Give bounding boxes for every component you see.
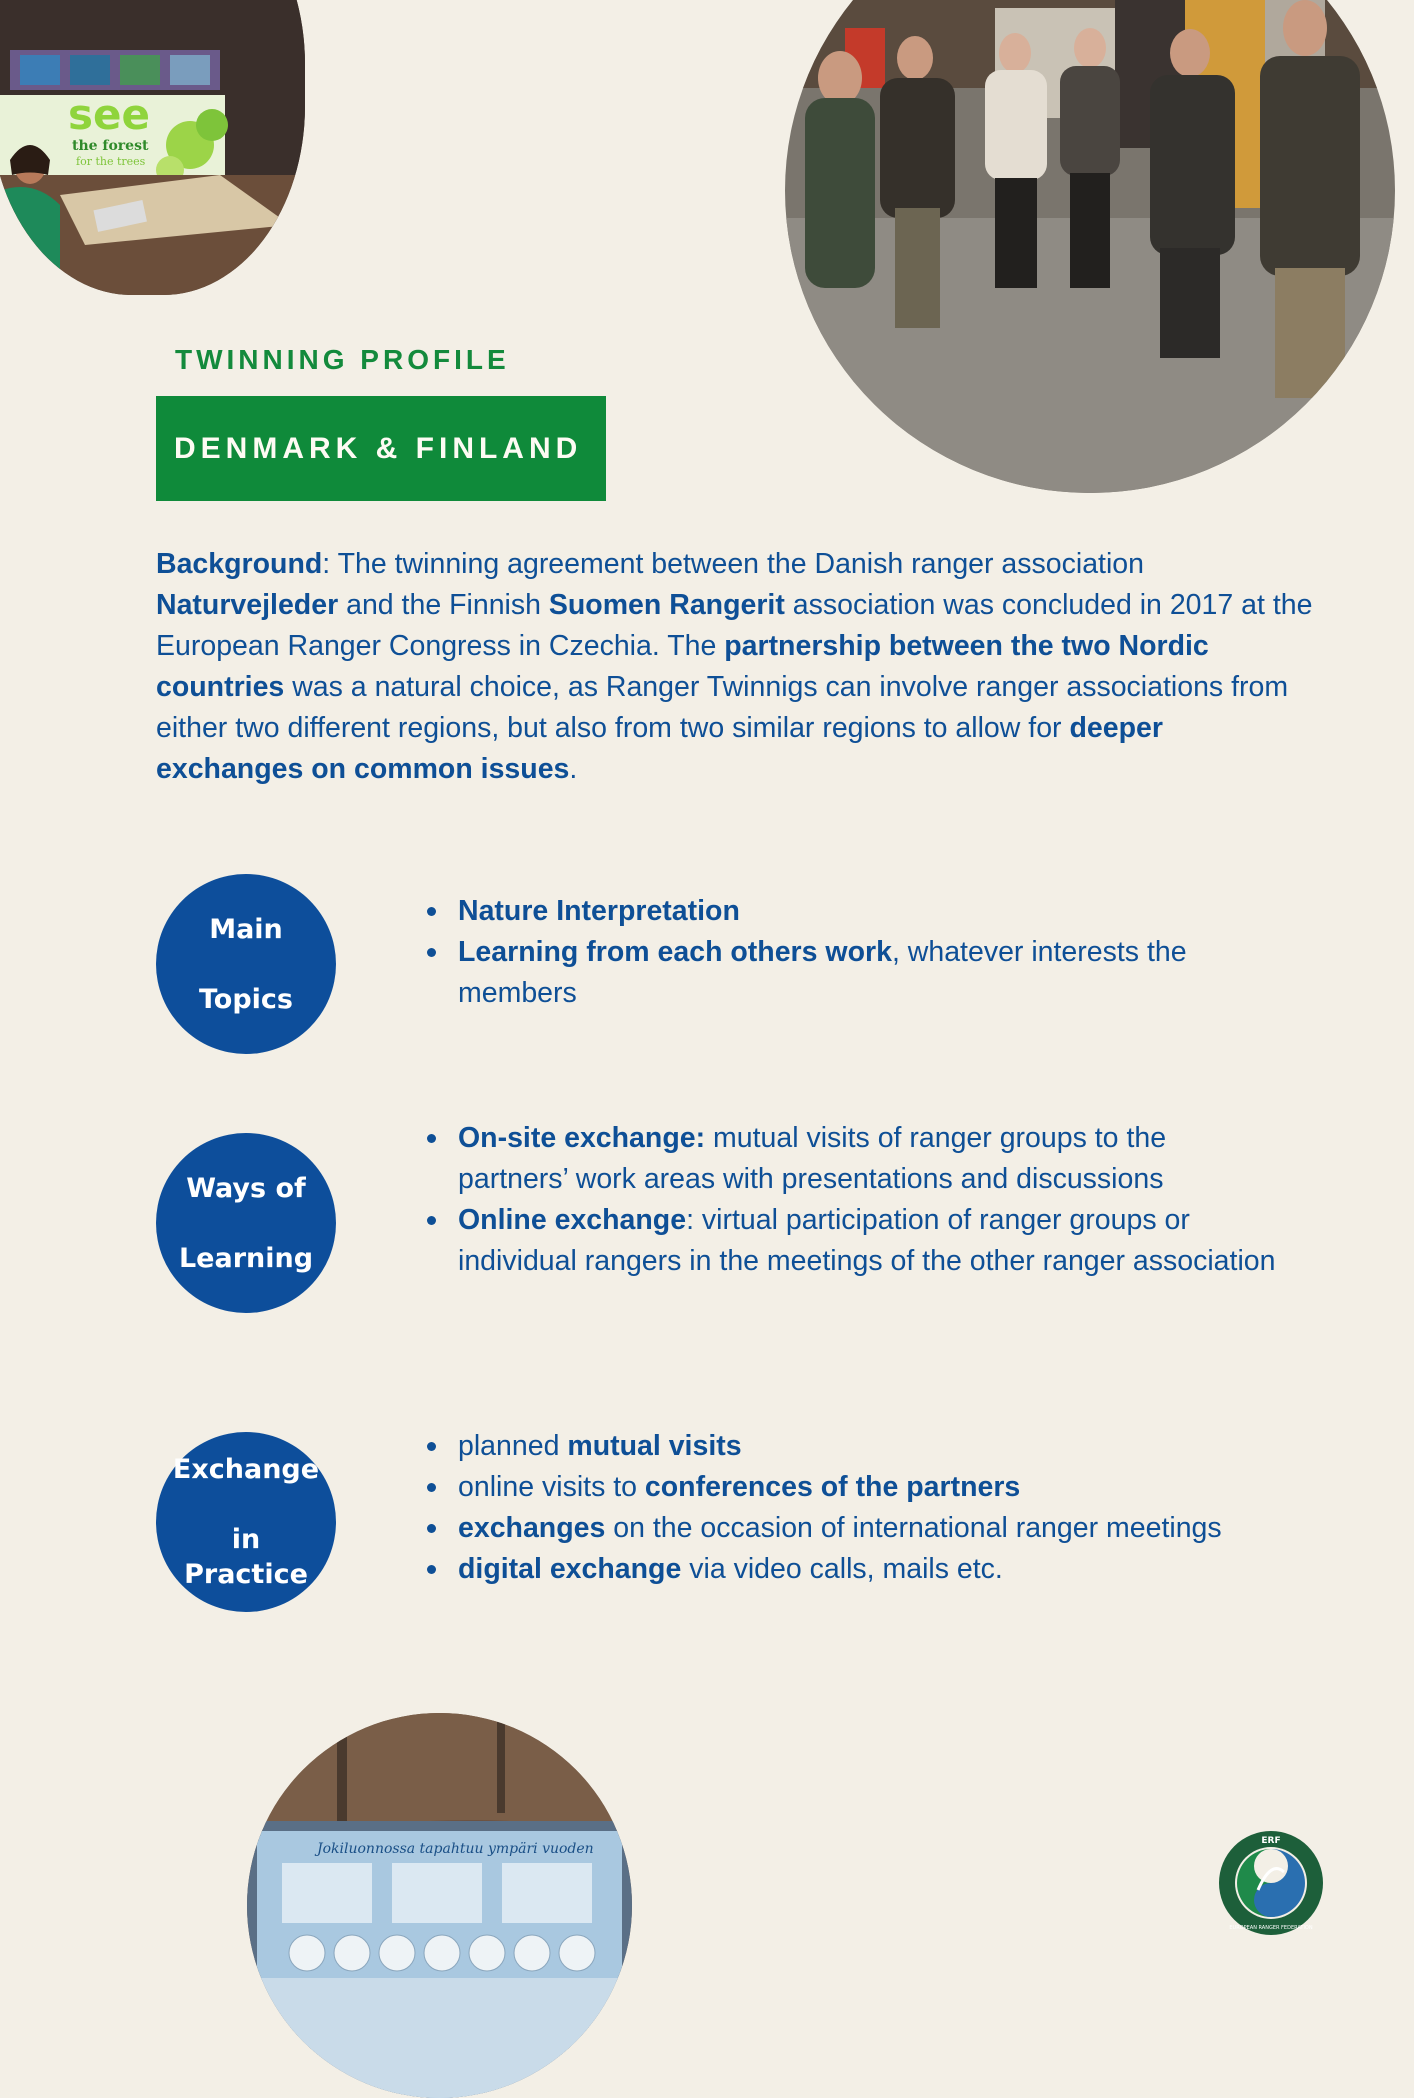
list-item: digital exchange via video calls, mails etc. bbox=[421, 1549, 1281, 1590]
section-badge-main-topics: Main Topics bbox=[156, 874, 336, 1054]
list-item: planned mutual visits bbox=[421, 1426, 1281, 1467]
eyebrow-label: TWINNING PROFILE bbox=[175, 344, 510, 375]
background-paragraph: Background: The twinning agreement between the Danish ranger association Naturvejleder and the Finnish Suomen Rangerit association was concluded in 2017 at the European Ranger Congress in Czechia. The partnership between the two Nordic countries was a natural choice, as Ranger Twinnigs can involve ranger associations from either two different regions, but also from two similar regions to allow for deeper exchanges on common issues. bbox=[156, 548, 1313, 785]
photo-presentation-room bbox=[0, 0, 305, 295]
exchange-in-practice-list bbox=[421, 1426, 1281, 1590]
list-item: Nature Interpretation bbox=[421, 891, 1281, 932]
list-item: exchanges on the occasion of international ranger meetings bbox=[421, 1508, 1281, 1549]
erf-logo bbox=[1218, 1830, 1324, 1936]
ways-of-learning-list bbox=[421, 1118, 1281, 1282]
list-item: online visits to conferences of the partners bbox=[421, 1467, 1281, 1508]
list-item: Learning from each others work, whatever interests the members bbox=[421, 932, 1281, 1014]
background-label: Background bbox=[156, 548, 323, 580]
photo-rangers-group bbox=[785, 0, 1395, 493]
screen-text-see: see bbox=[68, 90, 150, 139]
section-badge-ways-of-learning: Ways of Learning bbox=[156, 1133, 336, 1313]
photo-info-sign bbox=[247, 1713, 632, 2098]
list-item: On-site exchange: mutual visits of ranger groups to the partners’ work areas with presentations and discussions bbox=[421, 1118, 1281, 1200]
section-badge-exchange-in-practice: Exchange in Practice bbox=[156, 1432, 336, 1612]
page-title-banner bbox=[156, 396, 606, 501]
screen-text-forest: the forest bbox=[72, 138, 149, 154]
screen-text-trees: for the trees bbox=[76, 155, 146, 168]
main-topics-list bbox=[421, 891, 1281, 1014]
sign-title: Jokiluonnossa tapahtuu ympäri vuoden bbox=[317, 1841, 594, 1857]
logo-name: EUROPEAN RANGER FEDERATION bbox=[1229, 1925, 1313, 1931]
logo-acronym: ERF bbox=[1261, 1836, 1281, 1846]
page-title: DENMARK & FINLAND bbox=[174, 431, 583, 465]
list-item: Online exchange: virtual participation of ranger groups or individual rangers in the meetings of the other ranger association bbox=[421, 1200, 1281, 1282]
